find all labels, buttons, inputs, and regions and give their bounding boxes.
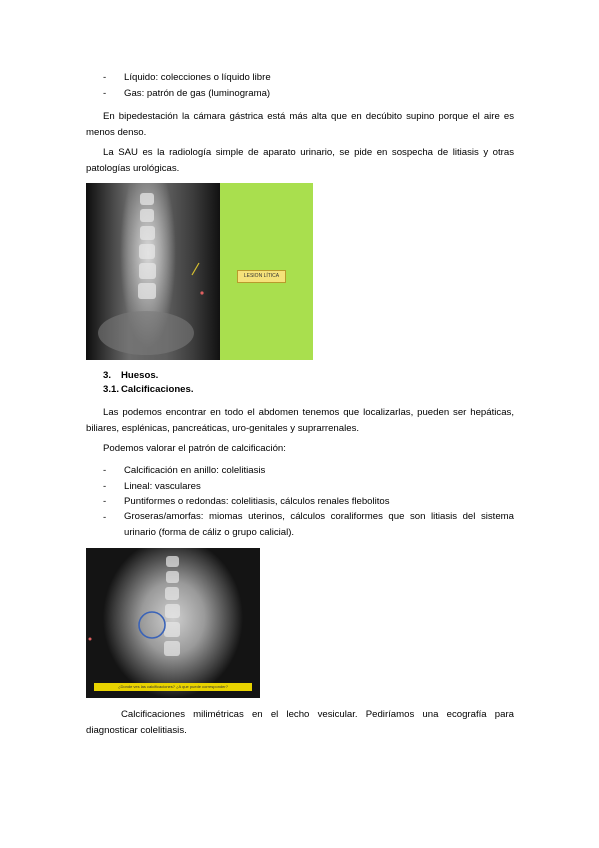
paragraph: En bipedestación la cámara gástrica está más alta que en decúbito supino porque el aire es menos denso. (86, 111, 514, 138)
heading-title: Calcificaciones. (121, 384, 194, 395)
heading-number: 3. (103, 370, 112, 381)
paragraph: Las podemos encontrar en todo el abdomen tenemos que localizarlas, pueden ser hepáticas, biliares, esplénicas, pancreáticas, uro-genitales y suprarrenales. (86, 407, 514, 434)
paragraph: Calcificaciones milimétricas en el lecho vesicular. Pediríamos una ecografía para diagnosticar colelitiasis. (86, 709, 514, 736)
paragraph: La SAU es la radiología simple de aparato urinario, se pide en sospecha de litiasis y otras patologías urológicas. (86, 147, 514, 174)
list-dash: - (103, 496, 107, 507)
list-item: Lineal: vasculares (124, 481, 201, 492)
xray-image (86, 548, 260, 698)
lesion-label: LESION LÍTICA (237, 270, 286, 283)
heading-title: Huesos. (121, 370, 159, 381)
list-dash: - (103, 72, 107, 83)
figure-caption-bar: ¿Donde ves las calcificaciones? ¿A que puede corresponder? (94, 683, 252, 691)
list-item: Gas: patrón de gas (luminograma) (124, 88, 271, 99)
list-item: Groseras/amorfas: miomas uterinos, cálculos coraliformes que son litiasis del sistema urinario (forma de cáliz o grupo calicial). (124, 511, 514, 538)
list-dash: - (103, 88, 107, 99)
list-dash: - (103, 465, 107, 476)
xray-figure-lytic-lesion (86, 183, 313, 360)
list-item: Calcificación en anillo: colelitiasis (124, 465, 266, 476)
list-dash: - (103, 512, 107, 523)
heading-number: 3.1. (103, 384, 120, 395)
xray-figure-calcifications (86, 548, 260, 698)
list-item: Puntiformes o redondas: colelitiasis, cálculos renales flebolitos (124, 496, 390, 507)
list-dash: - (103, 481, 107, 492)
list-item: Líquido: colecciones o líquido libre (124, 72, 271, 83)
xray-image (86, 183, 220, 360)
paragraph: Podemos valorar el patrón de calcificación: (103, 443, 286, 454)
